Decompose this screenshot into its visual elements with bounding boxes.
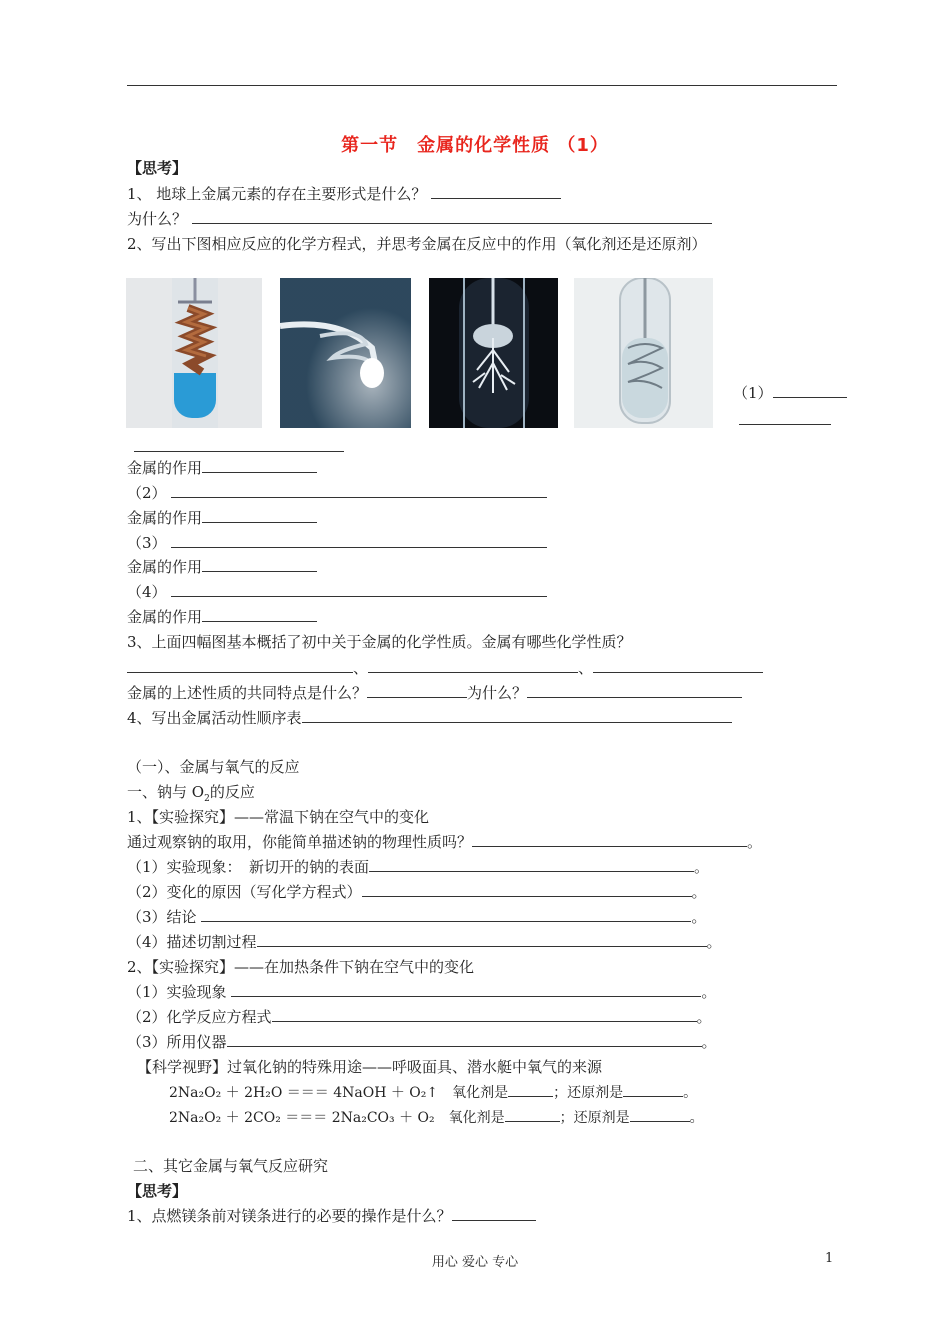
question-3-blanks: 、 、 [127,658,763,678]
science-vision: 【科学视野】过氧化钠的特殊用途——呼吸面具、潜水艇中氧气的来源 [137,1058,603,1076]
answer-blank[interactable] [739,410,831,425]
answer-blank[interactable] [272,1007,697,1022]
answer-blank[interactable] [369,857,694,872]
equation-2: 2Na₂O₂ ＋ 2CO₂ ＝＝＝ 2Na₂CO₃ ＋ O₂ 氧化剂是 ；还原剂是 。 [169,1107,704,1128]
question-3-common: 金属的上述性质的共同特点是什么？ 为什么？ [127,683,742,703]
experiment-1-conclusion: （3）结论 。 [127,908,707,926]
answer-blank[interactable] [431,184,561,199]
experiment-2-phenomenon: （1）实验现象 。 [127,983,717,1001]
metal-role-3: 金属的作用 [127,557,317,577]
metal-role-1: 金属的作用 [127,458,317,478]
answer-blank[interactable] [257,932,707,947]
answer-blank[interactable] [201,907,691,922]
answer-blank[interactable] [623,1082,683,1097]
answer-blank[interactable] [367,683,467,698]
answer-blank[interactable] [202,508,317,523]
answer-4: （4） [127,582,547,602]
photo-tree-crystal-in-tube [429,278,558,428]
metal-role-4: 金属的作用 [127,607,317,627]
page-title: 第一节 金属的化学性质 （1） [341,135,609,156]
answer-blank[interactable] [505,1107,560,1122]
answer-blank[interactable] [773,383,847,398]
answer-blank[interactable] [171,483,547,498]
experiment-1-cutting: （4）描述切割过程 。 [127,933,722,951]
answer-blank[interactable] [302,708,732,723]
photo-copper-wire-in-solution [126,278,262,428]
experiment-1-phenomenon: （1）实验现象： 新切开的钠的表面 。 [127,858,710,876]
answer-blank[interactable] [527,683,742,698]
answer-blank[interactable] [202,557,317,572]
footer-motto: 用心 爱心 专心 [431,1255,519,1270]
answer-blank[interactable] [227,1032,702,1047]
experiment-1-reason: （2）变化的原因（写化学方程式） 。 [127,883,707,901]
answer-blank[interactable] [231,982,701,997]
think-heading: 【思考】 [127,159,188,177]
photo-burning-wire [280,278,411,428]
answer-1-label: （1） [733,383,847,403]
answer-blank[interactable] [362,882,692,897]
section-1-heading: （一）、金属与氧气的反应 [127,758,300,776]
question-4: 4、写出金属活动性顺序表 [127,708,732,728]
answer-blank[interactable] [134,437,344,452]
answer-blank[interactable] [202,607,317,622]
answer-blank[interactable] [593,658,763,673]
answer-blank[interactable] [630,1107,690,1122]
metal-role-2: 金属的作用 [127,508,317,528]
question-5: 1、点燃镁条前对镁条进行的必要的操作是什么？ [127,1206,536,1226]
page-number: 1 [825,1251,834,1266]
experiment-1-heading: 1、【实验探究】——常温下钠在空气中的变化 [127,808,430,826]
answer-blank[interactable] [472,832,747,847]
experiment-2-instruments: （3）所用仪器 。 [127,1033,717,1051]
answer-blank[interactable] [171,533,547,548]
experiment-2-heading: 2、【实验探究】——在加热条件下钠在空气中的变化 [127,958,475,976]
answer-blank[interactable] [127,658,353,673]
answer-blank[interactable] [452,1206,536,1221]
answer-1-continued-2 [134,437,344,457]
answer-blank[interactable] [192,209,712,224]
question-2: 2、写出下图相应反应的化学方程式，并思考金属在反应中的作用（氧化剂还是还原剂） [127,235,707,253]
answer-blank[interactable] [368,658,578,673]
question-1-why: 为什么？ [127,209,712,229]
answer-2: （2） [127,483,547,503]
answer-blank[interactable] [171,582,547,597]
answer-3: （3） [127,533,547,553]
answer-blank[interactable] [508,1082,553,1097]
think-heading-2: 【思考】 [127,1182,188,1200]
experiment-1-question: 通过观察钠的取用，你能简单描述钠的物理性质吗？ 。 [127,833,763,851]
equation-1: 2Na₂O₂ ＋ 2H₂O ＝＝＝ 4NaOH ＋ O₂↑ 氧化剂是 ；还原剂是 。 [169,1082,697,1103]
header-rule [127,85,837,86]
answer-1-continued [739,410,831,430]
photo-coil-in-tube [574,278,713,428]
subsection-sodium: 一、钠与 $O_2$的反应 [127,783,255,804]
experiment-2-equation: （2）化学反应方程式 。 [127,1008,712,1026]
answer-blank[interactable] [202,458,317,473]
question-1: 1、 地球上金属元素的存在主要形式是什么？ [127,184,561,204]
question-3: 3、上面四幅图基本概括了初中关于金属的化学性质。金属有哪些化学性质？ [127,633,632,651]
section-2-heading: 二、其它金属与氧气反应研究 [133,1157,329,1175]
